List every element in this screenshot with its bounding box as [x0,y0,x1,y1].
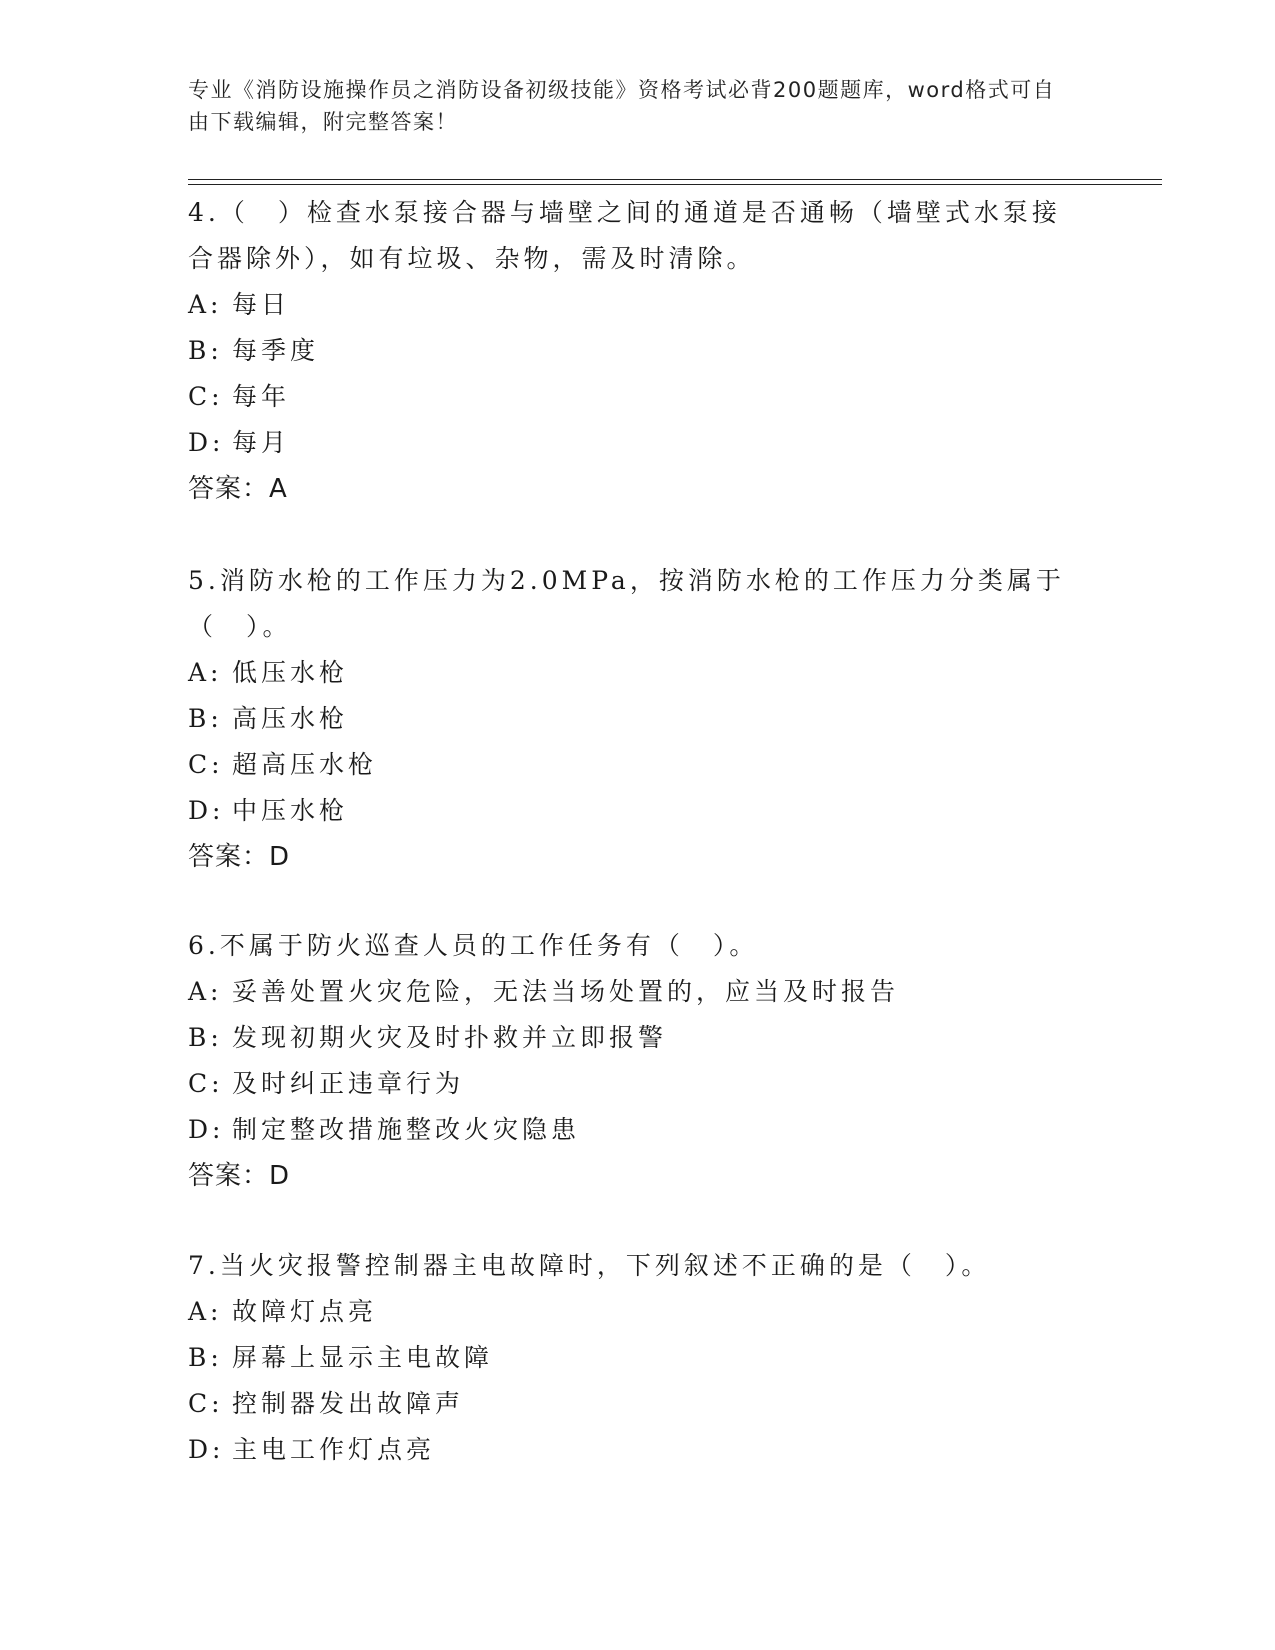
option-key: A: [188,977,223,1006]
option-b [188,1335,1088,1381]
option-text: 超高压水枪 [232,750,378,779]
option-text: 每月 [232,428,291,457]
question-stem: 4.（ ）检查水泵接合器与墙壁之间的通道是否通畅（墙壁式水泵接合器除外），如有垃圾、杂物，需及时清除。 [188,198,1061,273]
option-d [188,788,1088,834]
option-key: B: [188,336,223,365]
option-text: 控制器发出故障声 [232,1389,465,1418]
answer-line: 答案：A [188,474,288,504]
question-6 [188,923,1088,1199]
option-text: 故障灯点亮 [232,1297,378,1326]
option-text: 屏幕上显示主电故障 [232,1343,494,1372]
option-text: 每季度 [232,336,320,365]
option-key: A: [188,658,223,687]
answer-line: 答案：D [188,1161,291,1191]
question-stem: 7.当火灾报警控制器主电故障时，下列叙述不正确的是（ ）。 [188,1251,991,1280]
header-divider-top [188,179,1162,180]
header-divider-bottom [188,184,1162,185]
option-text: 妥善处置火灾危险，无法当场处置的，应当及时报告 [232,977,900,1006]
option-b [188,328,1088,374]
option-text: 制定整改措施整改火灾隐患 [232,1115,581,1144]
option-text: 中压水枪 [232,796,349,825]
option-text: 低压水枪 [232,658,349,687]
option-text: 每年 [232,382,291,411]
option-key: D: [188,1115,225,1144]
question-7 [188,1243,1088,1473]
option-a [188,282,1088,328]
option-key: C: [188,750,224,779]
option-text: 及时纠正违章行为 [232,1069,465,1098]
option-b [188,696,1088,742]
option-a [188,969,1088,1015]
option-text: 每日 [232,290,291,319]
option-a [188,650,1088,696]
option-key: C: [188,382,224,411]
question-stem: 6.不属于防火巡查人员的工作任务有（ ）。 [188,931,759,960]
option-text: 主电工作灯点亮 [232,1435,436,1464]
option-d [188,1107,1088,1153]
option-key: C: [188,1389,224,1418]
option-c [188,1061,1088,1107]
option-key: A: [188,290,223,319]
option-c [188,1381,1088,1427]
option-text: 高压水枪 [232,704,349,733]
answer-line: 答案：D [188,842,291,872]
document-intro: 专业《消防设施操作员之消防设备初级技能》资格考试必背200题题库，word格式可自由下载编辑，附完整答案！ [188,78,1056,134]
option-c [188,742,1088,788]
option-a [188,1289,1088,1335]
option-key: D: [188,1435,225,1464]
option-key: D: [188,796,225,825]
question-5 [188,558,1088,880]
option-key: B: [188,1023,223,1052]
question-stem: 5.消防水枪的工作压力为2.0MPa，按消防水枪的工作压力分类属于（ ）。 [188,566,1065,641]
option-key: D: [188,428,225,457]
option-b [188,1015,1088,1061]
option-key: C: [188,1069,224,1098]
option-text: 发现初期火灾及时扑救并立即报警 [232,1023,668,1052]
option-d [188,420,1088,466]
option-key: B: [188,704,223,733]
option-key: A: [188,1297,223,1326]
option-c [188,374,1088,420]
option-key: B: [188,1343,223,1372]
option-d [188,1427,1088,1473]
question-4 [188,190,1088,512]
